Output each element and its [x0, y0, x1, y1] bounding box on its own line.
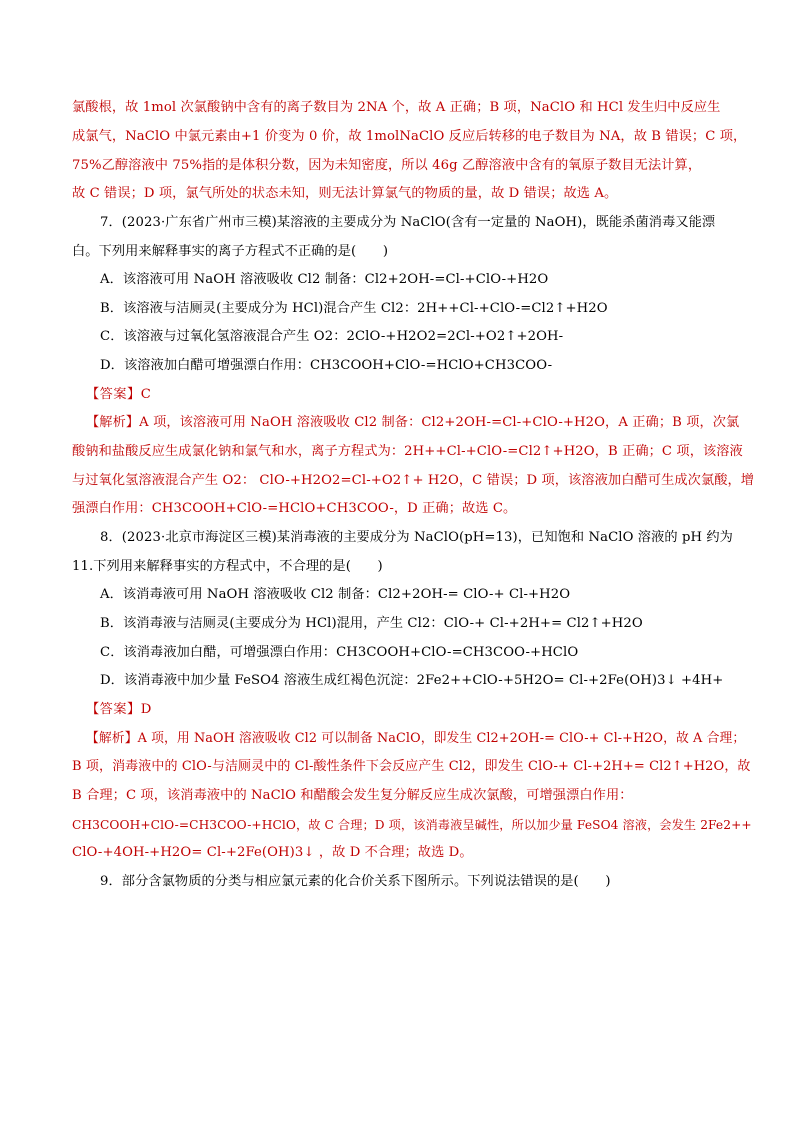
q9-stem: 9．部分含氯物质的分类与相应氯元素的化合价关系下图所示。下列说法错误的是( ): [100, 874, 611, 889]
q7-option-d: D．该溶液加白醋可增强漂白作用：CH3COOH+ClO-=HClO+CH3COO-: [100, 358, 553, 373]
q7-option-b: B．该溶液与洁厕灵(主要成分为 HCl)混合产生 Cl2：2H++Cl-+ClO-=Cl2↑+H2O: [100, 301, 608, 316]
q8-option-c: C．该消毒液加白醋，可增强漂白作用：CH3COOH+ClO-=CH3COO-+HClO: [100, 645, 579, 660]
q8-explanation-line-2: B 项，消毒液中的 ClO-与洁厕灵中的 Cl-酸性条件下会反应产生 Cl2，即发生 ClO-+ Cl-+2H+= Cl2↑+H2O，故: [72, 759, 751, 774]
q7-option-c: C．该溶液与过氧化氢溶液混合产生 O2：2ClO-+H2O2=2Cl-+O2↑+2OH-: [100, 329, 564, 344]
q8-stem-line-1: 8．(2023·北京市海淀区三模)某消毒液的主要成分为 NaClO(pH=13)，已知饱和 NaClO 溶液的 pH 约为: [100, 530, 733, 545]
q8-option-a: A．该消毒液可用 NaOH 溶液吸收 Cl2 制备：Cl2+2OH-= ClO-+ Cl-+H2O: [100, 587, 571, 602]
prev-explanation-line-4: 故 C 错误；D 项，氯气所处的状态未知，则无法计算氯气的物质的量，故 D 错误；故选 A。: [72, 186, 618, 201]
q8-explanation-line-4: CH3COOH+ClO-=CH3COO-+HClO，故 C 合理；D 项，该消毒液呈碱性，所以加少量 FeSO4 溶液，会发生 2Fe2++: [72, 818, 752, 832]
q7-explanation-line-3: 与过氧化氢溶液混合产生 O2： ClO-+H2O2=Cl-+O2↑+ H2O，C 错误；D 项，该溶液加白醋可生成次氯酸，增: [72, 473, 755, 488]
q8-explanation-line-3: B 合理；C 项，该消毒液中的 NaClO 和醋酸会发生复分解反应生成次氯酸，可增强漂白作用：: [72, 788, 633, 803]
prev-explanation-line-1: 氯酸根，故 1mol 次氯酸钠中含有的离子数目为 2NA 个，故 A 正确；B 项，NaClO 和 HCl 发生归中反应生: [72, 100, 721, 115]
q7-explanation-line-1: 【解析】A 项，该溶液可用 NaOH 溶液吸收 Cl2 制备：Cl2+2OH-=Cl-+ClO-+H2O，A 正确；B 项，次氯: [86, 415, 740, 430]
prev-explanation-line-3: 75%乙醇溶液中 75%指的是体积分数，因为未知密度，所以 46g 乙醇溶液中含有的氧原子数目无法计算，: [72, 158, 702, 173]
q8-option-d: D．该消毒液中加少量 FeSO4 溶液生成红褐色沉淀：2Fe2++ClO-+5H2O= Cl-+2Fe(OH)3↓ +4H+: [100, 673, 724, 688]
q7-option-a: A．该溶液可用 NaOH 溶液吸收 Cl2 制备：Cl2+2OH-=Cl-+ClO-+H2O: [100, 272, 549, 287]
q7-stem-line-2: 白。下列用来解释事实的离子方程式不正确的是( ): [72, 244, 389, 259]
q7-explanation-line-4: 强漂白作用：CH3COOH+ClO-=HClO+CH3COO-，D 正确；故选 C。: [72, 501, 517, 516]
q8-option-b: B．该消毒液与洁厕灵(主要成分为 HCl)混用，产生 Cl2：ClO-+ Cl-+2H+= Cl2↑+H2O: [100, 616, 643, 631]
prev-explanation-line-2: 成氯气，NaClO 中氯元素由+1 价变为 0 价，故 1molNaClO 反应后转移的电子数目为 NA，故 B 错误；C 项，: [72, 129, 747, 144]
q8-explanation-line-1: 【解析】A 项，用 NaOH 溶液吸收 Cl2 可以制备 NaClO，即发生 Cl2+2OH-= ClO-+ Cl-+H2O，故 A 合理；: [86, 731, 746, 746]
q7-stem-line-1: 7．(2023·广东省广州市三模)某溶液的主要成分为 NaClO(含有一定量的 NaOH)，既能杀菌消毒又能漂: [100, 215, 716, 230]
q8-stem-line-2: 11.下列用来解释事实的方程式中，不合理的是( ): [72, 559, 383, 574]
q8-explanation-line-5: ClO-+4OH-+H2O= Cl-+2Fe(OH)3↓ ，故 D 不合理；故选 D。: [72, 845, 473, 860]
q7-answer: 【答案】C: [86, 387, 152, 402]
q7-explanation-line-2: 酸钠和盐酸反应生成氯化钠和氯气和水，离子方程式为：2H++Cl-+ClO-=Cl2↑+H2O，B 正确；C 项，该溶液: [72, 444, 743, 459]
q8-answer: 【答案】D: [86, 702, 152, 717]
